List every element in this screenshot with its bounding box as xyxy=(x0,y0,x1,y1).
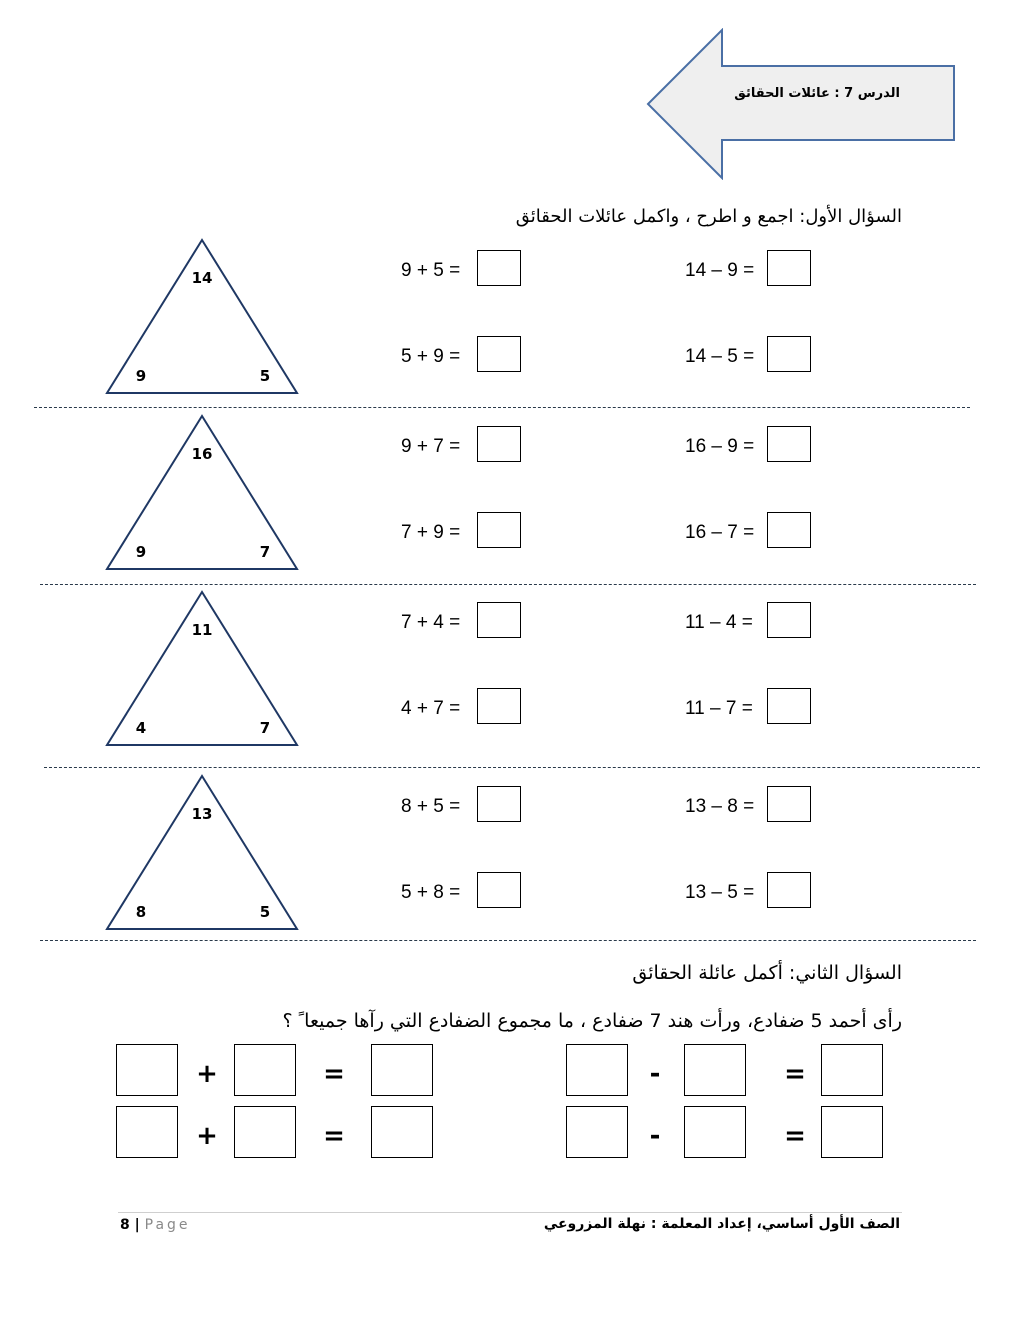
q2-row2-equals-sign: = xyxy=(323,1121,345,1151)
footer-divider xyxy=(118,1212,902,1213)
row-divider xyxy=(44,767,980,768)
addition-answer-box-1[interactable] xyxy=(477,250,521,286)
addition-answer-box-2[interactable] xyxy=(477,336,521,372)
triangle-right-number: 5 xyxy=(259,367,271,385)
question2-heading: السؤال الثاني: أكمل عائلة الحقائق xyxy=(632,962,902,984)
addition-equation-1: 7 + 4 = xyxy=(401,612,461,633)
q2-row2-subtrahend-box[interactable] xyxy=(684,1106,746,1158)
triangle-top-number: 13 xyxy=(191,805,213,823)
subtraction-answer-box-1[interactable] xyxy=(767,426,811,462)
triangle-top-number: 16 xyxy=(191,445,213,463)
addition-answer-box-2[interactable] xyxy=(477,688,521,724)
addition-equation-1: 9 + 5 = xyxy=(401,260,461,281)
q2-row2-difference-box[interactable] xyxy=(566,1106,628,1158)
subtraction-answer-box-1[interactable] xyxy=(767,602,811,638)
subtraction-answer-box-2[interactable] xyxy=(767,872,811,908)
q2-row1-plus-sign: + xyxy=(196,1059,218,1089)
lesson-arrow-banner xyxy=(646,28,958,180)
q2-row1-addend1-box[interactable] xyxy=(116,1044,178,1096)
subtraction-equation-1: 14 – 9 = xyxy=(685,260,755,281)
q2-row2-addend1-box[interactable] xyxy=(116,1106,178,1158)
q2-row2-minuend-box[interactable] xyxy=(821,1106,883,1158)
q2-row1-equals-sign-right: = xyxy=(784,1059,806,1089)
q2-row1-subtrahend-box[interactable] xyxy=(684,1044,746,1096)
q2-row1-minuend-box[interactable] xyxy=(821,1044,883,1096)
fact-triangle xyxy=(104,590,300,750)
q2-row1-difference-box[interactable] xyxy=(566,1044,628,1096)
subtraction-equation-1: 11 – 4 = xyxy=(685,612,753,633)
addition-equation-1: 8 + 5 = xyxy=(401,796,461,817)
q2-row2-plus-sign: + xyxy=(196,1121,218,1151)
triangle-top-number: 11 xyxy=(191,621,213,639)
addition-equation-2: 5 + 9 = xyxy=(401,346,461,367)
addition-answer-box-1[interactable] xyxy=(477,786,521,822)
fact-triangle xyxy=(104,774,300,934)
addition-equation-2: 7 + 9 = xyxy=(401,522,461,543)
q2-row1-equals-sign: = xyxy=(323,1059,345,1089)
row-divider xyxy=(40,940,976,941)
q2-row2-sum-box[interactable] xyxy=(371,1106,433,1158)
question1-heading: السؤال الأول: اجمع و اطرح ، واكمل عائلات الحقائق xyxy=(515,206,902,227)
subtraction-equation-2: 16 – 7 = xyxy=(685,522,755,543)
q2-row2-equals-sign-right: = xyxy=(784,1121,806,1151)
addition-answer-box-1[interactable] xyxy=(477,602,521,638)
subtraction-answer-box-1[interactable] xyxy=(767,786,811,822)
triangle-right-number: 7 xyxy=(259,719,271,737)
subtraction-answer-box-2[interactable] xyxy=(767,336,811,372)
q2-row1-minus-sign: - xyxy=(649,1059,661,1089)
subtraction-equation-2: 14 – 5 = xyxy=(685,346,755,367)
addition-answer-box-1[interactable] xyxy=(477,426,521,462)
subtraction-equation-2: 11 – 7 = xyxy=(685,698,753,719)
q2-row2-minus-sign: - xyxy=(649,1121,661,1151)
triangle-left-number: 9 xyxy=(135,367,147,385)
addition-equation-2: 4 + 7 = xyxy=(401,698,461,719)
q2-row2-addend2-box[interactable] xyxy=(234,1106,296,1158)
subtraction-equation-2: 13 – 5 = xyxy=(685,882,755,903)
page-label: Page xyxy=(144,1217,191,1233)
triangle-right-number: 5 xyxy=(259,903,271,921)
triangle-top-number: 14 xyxy=(191,269,213,287)
row-divider xyxy=(34,407,970,408)
lesson-title: الدرس 7 : عائلات الحقائق xyxy=(734,86,900,101)
subtraction-answer-box-2[interactable] xyxy=(767,688,811,724)
q2-row1-sum-box[interactable] xyxy=(371,1044,433,1096)
triangle-left-number: 9 xyxy=(135,543,147,561)
addition-answer-box-2[interactable] xyxy=(477,872,521,908)
subtraction-equation-1: 16 – 9 = xyxy=(685,436,755,457)
fact-triangle xyxy=(104,238,300,398)
triangle-left-number: 4 xyxy=(135,719,147,737)
subtraction-answer-box-2[interactable] xyxy=(767,512,811,548)
triangle-left-number: 8 xyxy=(135,903,147,921)
page-number: 8 xyxy=(120,1217,130,1233)
addition-equation-2: 5 + 8 = xyxy=(401,882,461,903)
q2-row1-addend2-box[interactable] xyxy=(234,1044,296,1096)
page-separator: | xyxy=(129,1217,145,1233)
addition-answer-box-2[interactable] xyxy=(477,512,521,548)
subtraction-answer-box-1[interactable] xyxy=(767,250,811,286)
fact-triangle xyxy=(104,414,300,574)
footer-page-indicator xyxy=(120,1217,191,1233)
addition-equation-1: 9 + 7 = xyxy=(401,436,461,457)
subtraction-equation-1: 13 – 8 = xyxy=(685,796,755,817)
question2-problem: رأى أحمد 5 ضفادع، ورأت هند 7 ضفادع ، ما مجموع الضفادع التي رآها جميعا ً ؟ xyxy=(282,1010,902,1032)
row-divider xyxy=(40,584,976,585)
footer-credit: الصف الأول أساسي، إعداد المعلمة : نهلة المزروعي xyxy=(543,1216,900,1232)
triangle-right-number: 7 xyxy=(259,543,271,561)
